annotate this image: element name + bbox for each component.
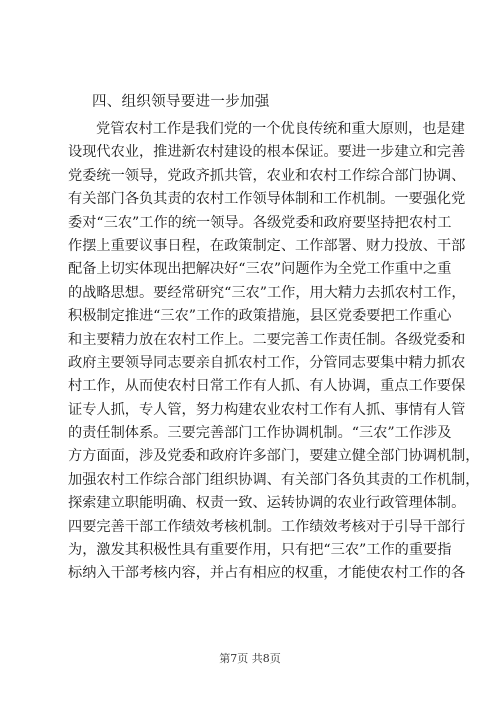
page-footer: 第7页 共8页 (219, 652, 281, 665)
paragraph-line: 四要完善干部工作绩效考核机制。工作绩效考核对于引导干部行 (68, 518, 466, 535)
paragraph-line: 为，激发其积极性具有重要作用，只有把“三农”工作的重要指 (68, 542, 452, 559)
paragraph-line: 的战略思想。要经常研究“三农”工作，用大精力去抓农村工作， (68, 284, 466, 301)
paragraph-line: 政府主要领导同志要亲自抓农村工作，分管同志要集中精力抓农 (68, 354, 466, 371)
body-paragraph (68, 118, 480, 586)
paragraph-line: 的责任制体系。三要完善部门工作协调机制。“三农”工作涉及 (68, 425, 452, 442)
paragraph-line: 村工作，从而使农村日常工作有人抓、有人协调，重点工作要保 (68, 378, 466, 395)
paragraph-line: 方方面面，涉及党委和政府许多部门，要建立健全部门协调机制， (68, 448, 480, 465)
section-heading: 四、组织领导要进一步加强 (92, 94, 270, 110)
paragraph-line: 探索建立职能明确、权责一致、运转协调的农业行政管理体制。 (68, 495, 466, 512)
paragraph-line: 党管农村工作是我们党的一个优良传统和重大原则，也是建 (96, 121, 465, 137)
paragraph-line: 积极制定推进“三农”工作的政策措施，县区党委要把工作重心 (68, 308, 452, 325)
paragraph-line: 有关部门各负其责的农村工作领导体制和工作机制。一要强化党 (68, 191, 466, 208)
paragraph-line: 加强农村工作综合部门组织协调、有关部门各负其责的工作机制， (68, 471, 480, 488)
paragraph-line: 标纳入干部考核内容，并占有相应的权重，才能使农村工作的各 (68, 565, 466, 582)
paragraph-line: 党委统一领导，党政齐抓共管，农业和农村工作综合部门协调、 (68, 167, 466, 184)
paragraph-line: 设现代农业，推进新农村建设的根本保证。要进一步建立和完善 (68, 144, 466, 161)
paragraph-line: 配备上切实体现出把解决好“三农”问题作为全党工作重中之重 (68, 261, 452, 278)
paragraph-line: 和主要精力放在农村工作上。二要完善工作责任制。各级党委和 (68, 331, 466, 348)
paragraph-line: 作摆上重要议事日程，在政策制定、工作部署、财力投放、干部 (68, 237, 466, 254)
paragraph-line: 证专人抓，专人管，努力构建农业农村工作有人抓、事情有人管 (68, 401, 466, 418)
paragraph-line: 委对“三农”工作的统一领导。各级党委和政府要坚持把农村工 (68, 214, 452, 231)
